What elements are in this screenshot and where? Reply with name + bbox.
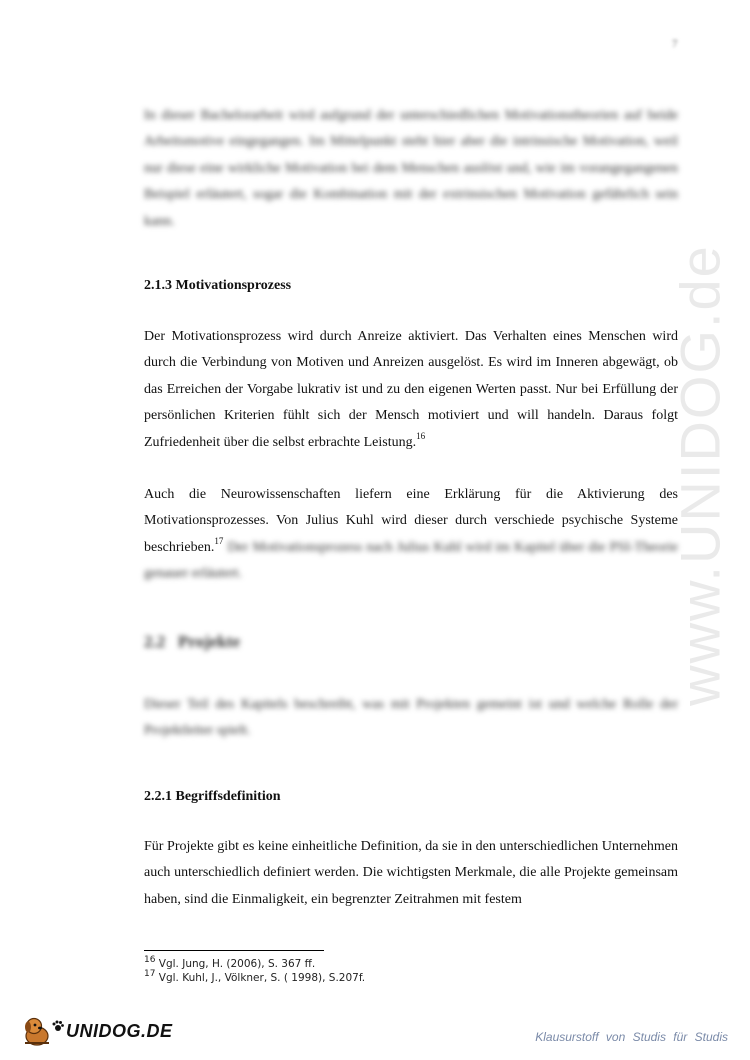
footnote-text: Vgl. Kuhl, J., Völkner, S. ( 1998), S.207f. [158, 972, 366, 984]
logo-text: UNIDOG.DE [66, 1020, 173, 1041]
paragraph-motivationsprozess [144, 324, 678, 456]
paragraph-text: Der Motivationsprozess wird durch Anreize aktiviert. Das Verhalten eines Menschen wird durch die Verbindung von Motiven und Anreizen ausgelöst. Es wird im Inneren abgewägt, ob das Erreichen der Vorgabe lukrativ ist und zu den eigenen Werten passt. Nur bei Erfüllung der persönlichen Kriterien fühlt sich der Mensch motiviert und will handeln. Daraus folgt Zufriedenheit über die selbst erbrachte Leistung. [144, 329, 678, 450]
section-heading-2-2 [144, 632, 240, 652]
footnote-16 [144, 954, 316, 970]
unidog-logo[interactable] [22, 1015, 173, 1047]
dog-icon [22, 1015, 52, 1047]
footnote-number: 16 [144, 954, 156, 965]
intro-paragraph: In dieser Bachelorarbeit wird aufgrund der unterschiedlichen Motivationstheorien auf beide Arbeitsmotive eingegangen. Im Mittelpunkt steht hier aber die intrinsische Motivation, weil nur diese eine wirkliche Motivation bei dem Menschen auslöst und, wie im vorangegangenen Beispiel erläutert, sogar die Kombination mit der extrinsischen Motivation gefährlich sein kann. [144, 108, 678, 229]
section-heading-2-2-1: 2.2.1 Begriffsdefinition [144, 789, 281, 804]
paragraph-projekte: Dieser Teil des Kapitels beschreibt, was mit Projekten gemeint ist und welche Rolle der Projektleiter spielt. [144, 697, 678, 739]
footnote-divider [144, 950, 324, 951]
footer-tagline: Klausurstoff von Studis für Studis [535, 1030, 728, 1044]
paragraph-neurowissenschaften [144, 482, 678, 588]
page-number: 7 [672, 38, 678, 50]
paw-icon [52, 1020, 64, 1042]
section-heading-2-1-3: 2.1.3 Motivationsprozess [144, 278, 292, 293]
section-number: 2.2 [144, 632, 166, 651]
footnote-text: Vgl. Jung, H. (2006), S. 367 ff. [158, 958, 316, 970]
section-title: Projekte [178, 632, 240, 651]
footnote-17 [144, 968, 366, 984]
footnote-ref: 17 [214, 536, 224, 547]
paragraph-text-blurred: Der Motivationsprozess nach Julius Kuhl wird im Kapitel über die PSI-Theorie genauer erläutert. [144, 539, 678, 582]
watermark: www.UNIDOG.de [668, 244, 732, 706]
paragraph-begriffsdefinition: Für Projekte gibt es keine einheitliche Definition, da sie in den unterschiedlichen Unternehmen auch unterschiedlich definiert werden. Die wichtigsten Merkmale, die alle Projekte gemeinsam haben, sind die Einmaligkeit, ein begrenzter Zeitrahmen mit festem [144, 839, 678, 907]
footnote-ref: 16 [416, 430, 426, 441]
footnote-number: 17 [144, 968, 156, 979]
paragraph-text: Auch die Neurowissenschaften liefern eine Erklärung für die Aktivierung des Motivationsprozesses. Von Julius Kuhl wird dieser durch verschiede psychische Systeme beschrieben. [144, 487, 678, 555]
